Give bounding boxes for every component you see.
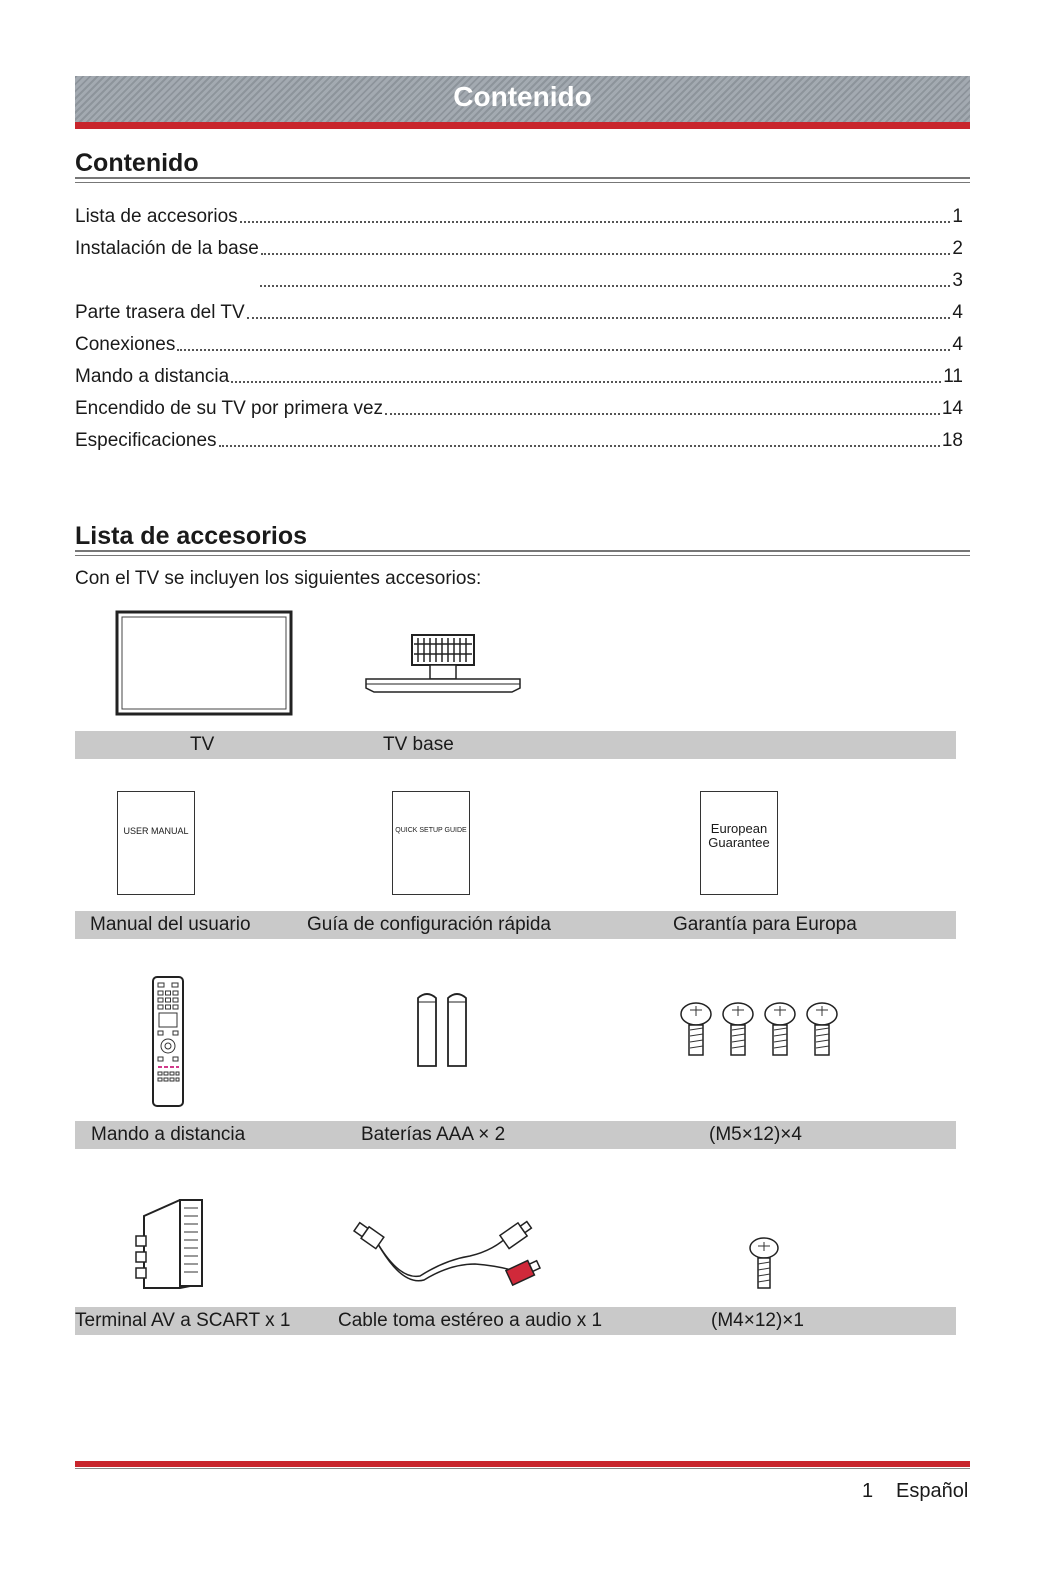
toc-page: 18 [941,430,963,451]
toc-entry[interactable] [75,330,963,356]
page-number: 1 [862,1480,874,1502]
page-language: Español [896,1480,969,1502]
toc-page: 2 [952,238,963,259]
toc-page: 3 [952,270,963,291]
tv-base-illustration [362,632,526,698]
toc-page: 1 [952,206,963,227]
accessories-intro: Con el TV se incluyen los siguientes accesorios: [75,568,482,589]
booklet-text: European Guarantee [708,821,770,850]
caption-batteries: Baterías AAA × 2 [361,1124,506,1145]
toc-leader-dots [261,253,951,255]
caption-m5-screws: (M5×12)×4 [709,1124,802,1145]
toc-page: 4 [952,334,963,355]
caption-m4-screw: (M4×12)×1 [711,1310,804,1331]
european-guarantee-illustration [700,791,778,895]
banner-accent-stripe [75,122,970,129]
user-manual-illustration [117,791,195,895]
toc-entry[interactable] [258,266,963,292]
caption-remote: Mando a distancia [91,1124,246,1145]
toc-leader-dots [231,381,941,383]
toc-entry[interactable] [75,394,963,420]
toc-label: Instalación de la base [75,238,259,259]
caption-guarantee: Garantía para Europa [673,914,857,935]
toc-page: 14 [941,398,963,419]
contents-title: Contenido [75,149,199,177]
toc-label: Parte trasera del TV [75,302,245,323]
caption-audio-cable: Cable toma estéreo a audio x 1 [338,1310,603,1331]
m5-screws-icon [676,1000,846,1060]
toc-label: Mando a distancia [75,366,230,387]
toc-leader-dots [240,221,951,223]
quick-setup-guide-illustration [392,791,470,895]
toc-leader-dots [247,317,951,319]
accessories-title: Lista de accesorios [75,522,308,550]
header-banner [75,76,970,122]
stereo-audio-cable-icon [350,1220,542,1296]
caption-tv: TV [190,734,215,755]
booklet-text: USER MANUAL [123,826,189,836]
toc-leader-dots [219,445,940,447]
banner-title: Contenido [453,81,592,112]
booklet-text: QUICK SETUP GUIDE [395,827,467,834]
caption-tv-base: TV base [383,734,454,755]
toc-entry[interactable] [75,234,963,260]
toc-entry[interactable] [75,362,963,388]
toc-label: Encendido de su TV por primera vez [75,398,384,419]
toc-label: Conexiones [75,334,176,355]
caption-user-manual: Manual del usuario [90,914,251,935]
toc-entry[interactable] [75,202,963,228]
toc-label: Especificaciones [75,430,217,451]
contents-rule [75,177,970,183]
aaa-batteries-icon [412,988,472,1072]
toc-leader-dots [260,285,950,287]
toc-entry[interactable] [75,298,963,324]
toc-label: Lista de accesorios [75,206,238,227]
caption-quick-setup: Guía de configuración rápida [307,914,551,935]
remote-control-icon [150,975,186,1109]
toc-leader-dots [177,349,950,351]
accessories-rule [75,550,970,556]
caption-scart: Terminal AV a SCART x 1 [75,1310,291,1331]
scart-adapter-icon [130,1196,210,1292]
tv-illustration [115,610,295,718]
toc-page: 4 [952,302,963,323]
toc-leader-dots [385,413,940,415]
footer-rule [75,1468,970,1469]
footer-accent-stripe [75,1461,970,1467]
m4-screw-icon [748,1236,780,1292]
toc-page: 11 [943,366,963,387]
toc-entry[interactable] [75,426,963,452]
